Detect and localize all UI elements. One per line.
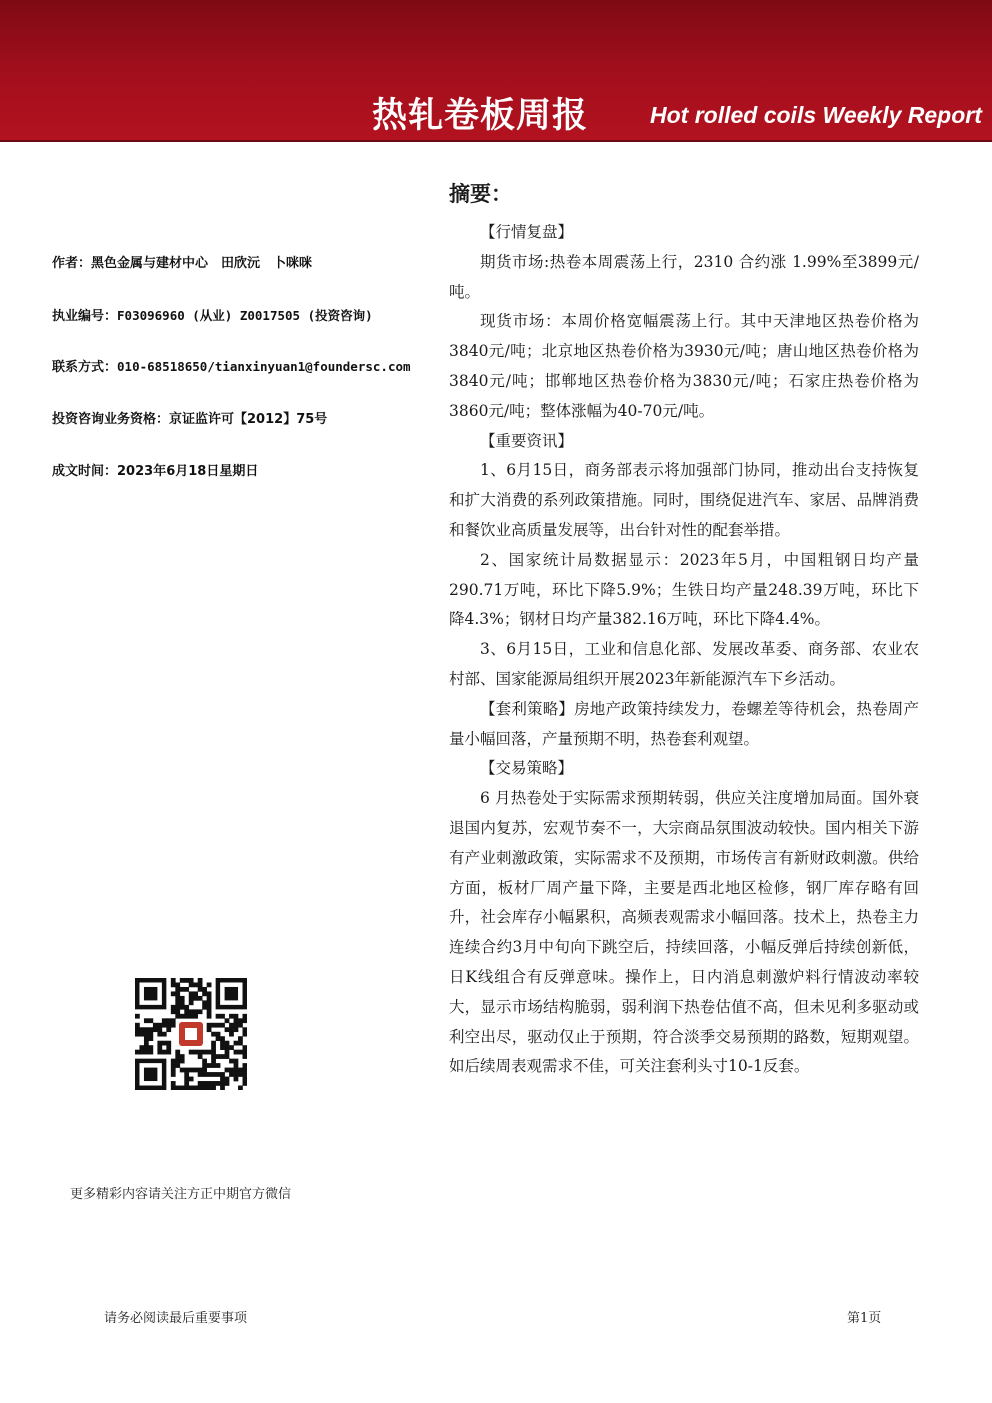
report-title-en: Hot rolled coils Weekly Report [650, 102, 982, 128]
license-label: 执业编号： [52, 309, 118, 324]
trading-strategy-heading: 【交易策略】 [480, 759, 574, 778]
license-value: F03096960 (从业) Z0017505 (投资咨询) [117, 308, 373, 323]
news-heading: 【重要资讯】 [480, 431, 574, 450]
author-value: 黑色金属与建材中心 田欣沅 卜咪咪 [91, 256, 313, 271]
news-paragraph-3: 3、6月15日，工业和信息化部、发展改革委、商务部、农业农村部、国家能源局组织开展2023年新能源汽车下乡活动。 [449, 640, 919, 688]
arbitrage-strategy-paragraph: 【套利策略】房地产政策持续发力，卷螺差等待机会，热卷周产量小幅回落，产量预期不明，热卷套利观望。 [449, 699, 919, 748]
qualification-line [52, 408, 327, 427]
qualification-value: 京证监许可【2012】75号 [169, 412, 328, 427]
header-divider [0, 140, 992, 142]
contact-line [52, 356, 411, 375]
license-line [52, 305, 373, 324]
author-line [52, 252, 312, 271]
trading-strategy-paragraph: 6 月热卷处于实际需求预期转弱，供应关注度增加局面。国外衰退国内复苏，宏观节奏不一，大宗商品氛围波动较快。国内相关下游有产业刺激政策，实际需求不及预期，市场传言有新财政刺激。供给方面，板材厂周产量下降，主要是西北地区检修，钢厂库存略有回升，社会库存小幅累积，高频表观需求小幅回落。技术上，热卷主力连续合约3月中旬向下跳空后，持续回落，小幅反弹后持续创新低，日K线组合有反弹意味。操作上，日内消息刺激炉料行情波动率较大，显示市场结构脆弱，弱利润下热卷估值不高，但未见利多驱动或利空出尽，驱动仅止于预期，符合淡季交易预期的路数，短期观望。如后续周表观需求不佳，可关注套利头寸10-1反套。 [449, 789, 919, 1076]
qr-caption: 更多精彩内容请关注方正中期官方微信 [70, 1187, 292, 1202]
report-title-cn: 热轧卷板周报 [372, 96, 589, 136]
qr-code-icon[interactable] [135, 978, 247, 1090]
page-number: 第1页 [847, 1311, 882, 1326]
date-line [52, 460, 258, 479]
news-paragraph-2: 2、国家统计局数据显示：2023年5月，中国粗钢日均产量290.71万吨，环比下降5.9%；生铁日均产量248.39万吨，环比下降4.3%；钢材日均产量382.16万吨，环比下降4.4%。 [449, 550, 919, 629]
contact-label: 联系方式： [52, 360, 118, 375]
summary-section [449, 178, 919, 1082]
footer-disclaimer: 请务必阅读最后重要事项 [104, 1311, 248, 1326]
qualification-label: 投资咨询业务资格： [52, 412, 170, 427]
spot-market-paragraph: 现货市场：本周价格宽幅震荡上行。其中天津地区热卷价格为3840元/吨；北京地区热卷价格为3930元/吨；唐山地区热卷价格为3840元/吨；邯郸地区热卷价格为3830元/吨；石家庄热卷价格为3860元/吨；整体涨幅为40-70元/吨。 [449, 312, 919, 420]
date-value: 2023年6月18日星期日 [117, 464, 259, 479]
news-paragraph-1: 1、6月15日，商务部表示将加强部门协同，推动出台支持恢复和扩大消费的系列政策措施。同时，围绕促进汽车、家居、品牌消费和餐饮业高质量发展等，出台针对性的配套举措。 [449, 461, 919, 539]
summary-heading: 摘要： [449, 182, 512, 206]
contact-value[interactable]: 010-68518650/tianxinyuan1@foundersc.com [117, 359, 411, 374]
market-review-heading: 【行情复盘】 [480, 223, 574, 241]
futures-market-paragraph: 期货市场:热卷本周震荡上行，2310 合约涨 1.99%至3899元/吨。 [449, 252, 919, 301]
date-label: 成文时间： [52, 464, 118, 479]
author-label: 作者： [52, 256, 92, 271]
